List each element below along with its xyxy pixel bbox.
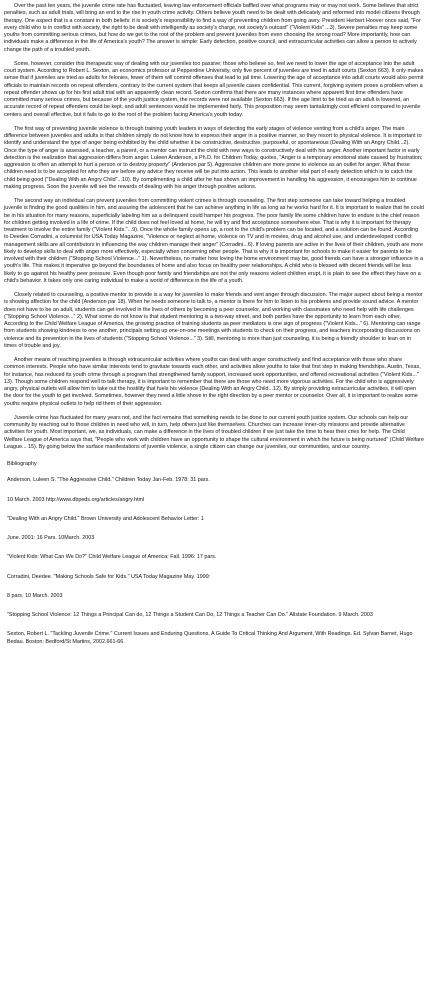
bibliography-line: "Violent Kids: What Can We Do?" Child Welfare League of America: Fall. 1996: 17 pars. [7,554,217,561]
essay-paragraph-2: Some, however, consider this therapeutic way of dealing with our juveniles too passive; those who believe so, feel we need to lower the age of acceptance into the adult court system. According to Robert L. Sexton, an economics professor at Pepperdine University, only five percent of juveniles are tried in adult courts (Sexton 663). It only makes sense that if juveniles are tried as adults for felonies, fewer of them will commit offenses that lead to jail time. Lowering the age of acceptance into adult courts would also permit officials to maintain records on repeat offenders, contrary to the current system that keeps all juvenile cases confidential. This current, forgiving system poses a problem when a repeat offender shows up for his first adult trial with an apparently clean record. Sexton confirms that there are many instances where apparent first time offenders have committed many serious crimes, but because of the youth justice system, the records were not available (Sexton 663). If the age limit to be tried as an adult is lowered, an accurate record of repeat offenders could be kept, and adult sentences would be implemented fairly. This proposition may seem tantalizingly cost efficient compared to juvenile centers and overall effective, but it fails to go to the root of the problem facing America's youth today. [4,60,424,118]
bibliography-entry [7,554,424,561]
bibliography-line: Anderson, Luleen S. "The Aggressive Child." Children Today Jan-Feb. 1978: 31 pars. [7,477,210,484]
essay-paragraph-1: Over the past ten years, the juvenile crime rate has fluctuated, leaving law enforcement officials baffled over what programs may or may not work. Some believe that strict penalties, such as adult trials, will bring an end to the rise in youth crime activity. Others believe youth need to be dealt with delicately and reformed into model citizens through therapy. One aspect that is a constant in both beliefs: it is society's responsibility to find a way of preventing children from going awry. President Herbert Hoover once said, "For every child who is in conflict with society, the right to be dealt with intelligently as society's charge, not society's outcast" ("Violent Kids" ...3). Severe penalties may keep some youths from committing serious crimes, but how do we get to the root of the problem and prevent juveniles from even choosing the wrong road? More importantly, how can individuals make a difference in the life of America's youth? The answer is simple: Early detection, positive council, and extracurricular activities can allow a person to actively change the path of a troubled youth. [4,3,421,53]
bibliography-line: 10 March. 2003 http://www.dbpeds.org/articles/angry.html [7,496,145,503]
bibliography-line: 8 pars. 10 March. 2003 [7,592,63,599]
bibliography-entry [7,612,424,619]
essay-paragraph-5: Closely related to counseling, a positive mentor to provide is a way for juveniles to make friends and vent anger through discussion. The major aspect about being a mentor is showing affection for the child (Anderson par 18). When he needs someone to talk to, a mentor is there for him to listen to his problems and provide sound advice. A mentor does not have to be an adult, students can get involved in the lives of others by becoming a peer counselor, and working with classmates who need help with life challenges ("Stopping School Violence..." 2). What some do not know is that student mentoring is a two-way street, and both parties have the opportunity to learn from each other. According to the Child Welfare League of America, the growing practice of training students as peer mediators is one sign of progress ("Violent Kids..." 6). Mentoring can range from students showing kindness to one another, principals setting up one-on-one meetings with students to check on their progress, and teachers incorporating discussions on violence and its prevention in the lives of students ("Stopping School Violence..." 3). Still, mentoring is more than just counseling, it is being a friendly shoulder to lean on in times of trouble and joy. [4,292,423,349]
essay-paragraph-7: Juvenile crime has fluctuated for many years not, and the fact remains that something needs to be done to our current youth justice system. Our schools can help our community by reaching out to those children in need who will, in turn, help others just like themselves. Churches can increase inner-city missions and provide alternative activities for youth. Most important, we, as individuals, can make a difference in the lives of troubled children if we just take the time to hear their cries for help. The Child Welfare League of America says that, "People who work with children have an opportunity to shape the cultural environment in which the future is being nurtured" (Child Welfare League... 15). By going below the surface manifestations of juvenile violence, a single citizen can change our juveniles, our communities, and our country. [4,414,424,450]
bibliography-line: "Dealing With an Angry Child." Brown University and Adolescent Behavior Letter: 1 [7,515,204,522]
bibliography-entry [7,631,424,646]
bibliography-line: June. 2001: 16 Pars. 10March. 2003 [7,535,95,541]
bibliography-line: Sexton, Robert L. "Tackling Juvenile Crime." Current Issues and Enduring Questions, A Guide To Critical Thinking And Argument, With Readings. Ed. Sylvan Barnet, Hugo Bedau. Boston: Bedford/St Martins, 2002.661-66. [7,631,413,645]
bibliography-entry [7,574,424,601]
bibliography-entry [7,516,424,543]
bibliography-heading: Bibliography [7,461,37,467]
bibliography-line: Corradini, Deedee. "Making Schools Safe for Kids." USA Today Magazine May. 1999: [7,573,211,580]
essay-paragraph-4: The second way an individual can prevent juveniles from committing violent crimes is through counseling. The first step someone can take toward helping a troubled juvenile is finding the good qualities in him, and assuring the adolescent that he can achieve anything in life as long as he works hard for it. It is important to realize that he could be in his situation for many reasons, superficially labeling him as a delinquent could hamper his progress. The poor family life some children have to endure is the chief reason for children getting involved in a life of crime. If the child does not feel loved at home, he will try and find acceptance somewhere else. That is why it is important for therapy treatment to involve the entire family ("Violent Kids."...9). Once the whole family opens up, a root to the child's problem can be located, and a solution can be found. According to Deedee Corradini, a columnist for USA Today Magazine, "Violence or neglect at home, violence on TV and in movies, drug and alcohol use, and underdeveloped conflict management skills are all contributors in influencing the way children manage their anger" (Corradini...6). If loving parents are active in the lives of their children, youth are more likely to develop skills to deal with anger more effectively, especially when concerning other people. That is why it is important for schools to make it easier for parents to be involved with their children ("Stopping School Violence..." 1). Nevertheless, no matter how loving the home environment may be, good friends can have a stronger influence in a youth's life. This makes it imperative go beyond the boundaries of home and also focus on healthy peer relationships. A child who is blessed with decent friends will be less likely to go against his healthy peer pressure. Even though poor family and friendships are not the only reasons violent children erupt, it is plain to see the effect they have on a child's behavior. It takes only one caring individual to make a world of difference in the life of a youth. [4,198,424,284]
bibliography-line: "Stopping School Violence: 12 Things a Principal Can do, 12 Things a Student Can Do, 12 Things a Teacher Can Do." Allstate Foundation. 9 March. 2003 [7,612,373,618]
bibliography-entry [7,477,424,504]
essay-paragraph-6: Another means of reaching juveniles is through extracurricular activities where youths can deal with anger constructively and find acceptance with those who share common interests. People who have similar interests tend to gravitate towards each other, and activities allow youths to take that first step in making friendships. Austin, Texas, for instance, has reduced its youth crime through a program that strengthened family support, increased work opportunities, and offered recreational activities ("Violent Kids..." 13). Though some children respond well to talk therapy, it is important to remember that there are those who need more vigorous activities. For the child who is aggressively angry, physical outlets will allow him to take out the hostility that fuels his violence (Dealing With an Angry Child...12). By simply providing extracurricular activities, it will open the door for the youth to get involved. Sometimes, however they need a little shove in the right direction by a peer mentor or counselor. Over all, it is important to realize some youths require physical outlets to help rid them of their aggression. [4,357,421,407]
essay-paragraph-3: The first way of preventing juvenile violence is through training youth leaders in ways of detecting the early stages of violence venting from a child's anger. The main difference between juveniles and adults is that children simply do not know how to express their anger in a positive manner, so they resort to physical violence. It is important to identify and understand the type of anger being exhibited by the child whether it be constructive, destructive, purposeful, or spontaneous (Dealing With an Angry Child...2). Once the type of anger is assessed, a teacher, a parent, or a mentor can instruct the child with new ways to constructively deal with his anger. Another important factor in early detection is the realization that aggression differs from anger. Luleen Anderson, a Ph.D. for Children Today, quotes, "Anger is a temporary emotional state caused by frustration; aggression is often an attempt to hurt a person or to destroy property" (Anderson par 5). Aggressive children are more prone to violence as an outlet for anger. What these children need is to be accepted for who they are before any advice they receive will be put into action. This leads to another vital part of early detection which is to catch the child being good ("Dealing With an Angry Child"...10). By complimenting a child after he has shown an improvement in handling his aggression, it encourages him to continue making progress. Soon the juvenile will see the rewards of dealing with his anger through positive actions. [4,125,423,190]
